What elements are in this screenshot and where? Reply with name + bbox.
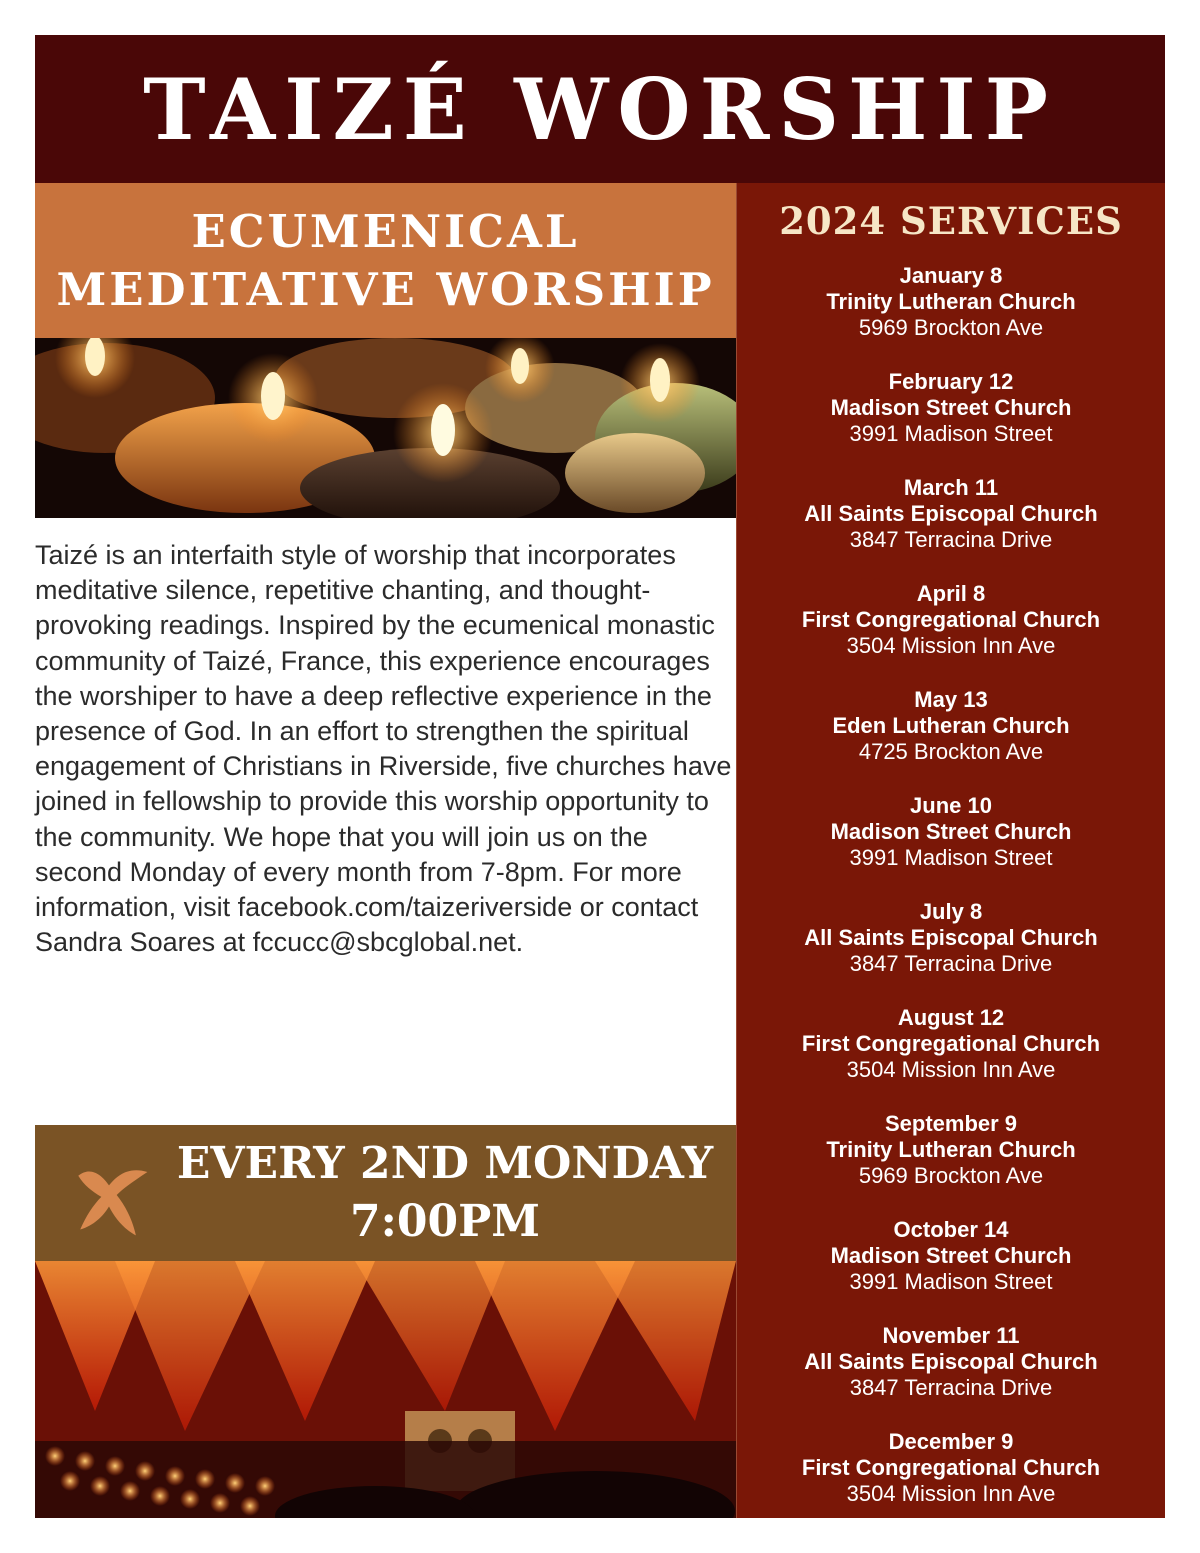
service-date: February 12 (888, 369, 1014, 394)
services-column (736, 183, 1165, 1518)
schedule-band (35, 1125, 736, 1261)
service-entry (737, 581, 1165, 687)
service-entry (737, 1429, 1165, 1535)
header-banner (35, 35, 1165, 183)
services-title: 2024 SERVICES (779, 199, 1123, 243)
description-paragraph: Taizé is an interfaith style of worship that incorporates meditative silence, repetitive chanting, and thought- provoking readings. Inspired by the ecumenical monastic community of Taizé, France, this experience encourages the worshiper to have a deep reflective experience in the presence of God. In an effort to strengthen the spiritual engagement of Christians in Riverside, five churches have joined in fellowship to provide this worship opportunity to the community. We hope that you will join us on the second Monday of every month from 7-8pm. For more information, visit facebook.com/taizeriverside or contact Sandra Soares at fccucc@sbcglobal.net. (35, 540, 732, 958)
service-date: March 11 (903, 475, 999, 500)
service-church: All Saints Episcopal Church (804, 1349, 1098, 1374)
service-entry (737, 1111, 1165, 1217)
service-address: 5969 Brockton Ave (858, 1163, 1044, 1188)
worship-stage-photo (35, 1261, 736, 1518)
service-date: September 9 (884, 1111, 1018, 1136)
service-church: First Congregational Church (801, 1455, 1101, 1480)
service-entry (737, 263, 1165, 369)
service-date: November 11 (882, 1323, 1020, 1348)
service-address: 3991 Madison Street (849, 845, 1053, 870)
candles-photo (35, 338, 736, 518)
flyer-title: TAIZÉ WORSHIP (143, 59, 1057, 159)
service-church: All Saints Episcopal Church (804, 925, 1098, 950)
service-date: April 8 (916, 581, 986, 606)
service-entry (737, 899, 1165, 1005)
service-date: May 13 (914, 687, 988, 712)
service-date: July 8 (919, 899, 983, 924)
service-entry (737, 369, 1165, 475)
service-address: 5969 Brockton Ave (858, 315, 1044, 340)
candles-illustration (35, 338, 736, 518)
service-address: 3504 Mission Inn Ave (846, 1481, 1056, 1506)
stage-illustration (35, 1261, 736, 1518)
service-church: Madison Street Church (830, 819, 1072, 844)
services-list (737, 263, 1165, 1535)
service-address: 3504 Mission Inn Ave (846, 633, 1056, 658)
service-church: First Congregational Church (801, 607, 1101, 632)
service-address: 3847 Terracina Drive (849, 1375, 1053, 1400)
service-church: Eden Lutheran Church (832, 713, 1070, 738)
service-church: All Saints Episcopal Church (804, 501, 1098, 526)
service-church: Madison Street Church (830, 1243, 1072, 1268)
service-address: 4725 Brockton Ave (858, 739, 1044, 764)
service-date: August 12 (897, 1005, 1005, 1030)
service-date: January 8 (899, 263, 1003, 288)
service-date: June 10 (910, 793, 992, 818)
service-church: Trinity Lutheran Church (826, 289, 1076, 314)
service-church: Madison Street Church (830, 395, 1072, 420)
service-date: December 9 (888, 1429, 1014, 1454)
schedule-time: 7:00PM (350, 1196, 540, 1247)
service-address: 3847 Terracina Drive (849, 951, 1053, 976)
service-address: 3504 Mission Inn Ave (846, 1057, 1056, 1082)
service-church: First Congregational Church (801, 1031, 1101, 1056)
service-entry (737, 1005, 1165, 1111)
subtitle-line-2: MEDITATIVE WORSHIP (56, 262, 715, 316)
service-entry (737, 793, 1165, 899)
service-address: 3847 Terracina Drive (849, 527, 1053, 552)
subtitle-line-1: ECUMENICAL (191, 204, 580, 258)
service-entry (737, 475, 1165, 581)
service-entry (737, 1217, 1165, 1323)
taize-dove-cross-icon (61, 1147, 157, 1243)
schedule-day: EVERY 2ND MONDAY (176, 1138, 714, 1189)
subtitle-band (35, 183, 736, 338)
service-address: 3991 Madison Street (849, 1269, 1053, 1294)
service-church: Trinity Lutheran Church (826, 1137, 1076, 1162)
service-date: October 14 (893, 1217, 1009, 1242)
service-entry (737, 687, 1165, 793)
service-address: 3991 Madison Street (849, 421, 1053, 446)
service-entry (737, 1323, 1165, 1429)
